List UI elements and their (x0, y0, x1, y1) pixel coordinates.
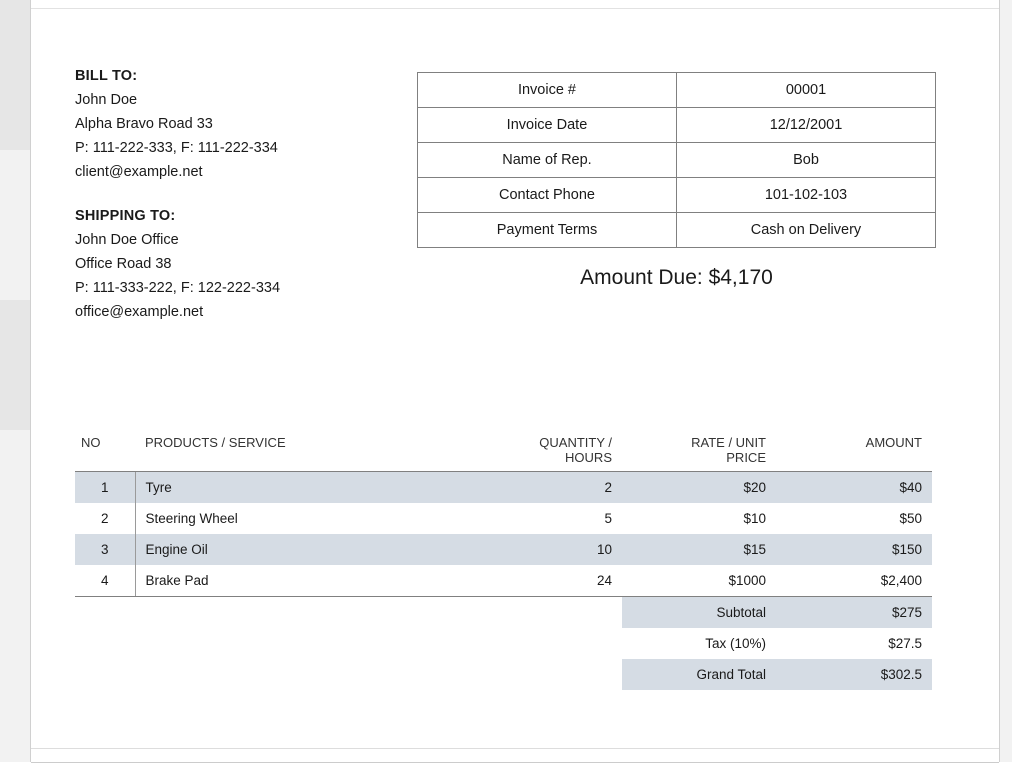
page-right-margin (999, 0, 1012, 762)
bill-to-line: P: 111-222-333, F: 111-222-334 (75, 140, 278, 156)
cell-amount: $150 (776, 534, 932, 565)
totals-spacer (452, 659, 622, 690)
meta-row (418, 143, 936, 178)
totals-row-subtotal (75, 597, 932, 629)
totals-spacer (452, 628, 622, 659)
meta-label: Invoice # (418, 73, 677, 108)
header-quantity (452, 432, 622, 472)
meta-label: Invoice Date (418, 108, 677, 143)
totals-spacer (75, 628, 135, 659)
header-description: PRODUCTS / SERVICE (135, 432, 452, 472)
meta-row (418, 178, 936, 213)
amount-due-text: Amount Due: $4,170 (580, 266, 773, 289)
header-no: NO (75, 432, 135, 472)
totals-spacer (75, 659, 135, 690)
meta-label: Name of Rep. (418, 143, 677, 178)
totals-value: $275 (776, 597, 932, 629)
totals-label: Subtotal (622, 597, 776, 629)
cell-description: Engine Oil (135, 534, 452, 565)
totals-label: Grand Total (622, 659, 776, 690)
shipping-to-block (75, 204, 280, 324)
line-items-header-row (75, 432, 932, 472)
shipping-to-line: Office Road 38 (75, 256, 172, 272)
cell-quantity: 2 (452, 472, 622, 504)
margin-shade-middle (0, 300, 30, 430)
totals-label: Tax (10%) (622, 628, 776, 659)
cell-rate: $10 (743, 511, 766, 526)
totals-spacer (135, 659, 452, 690)
totals-spacer (135, 597, 452, 629)
totals-value: $302.5 (776, 659, 932, 690)
cell-description: Tyre (135, 472, 452, 504)
bill-to-block (75, 64, 278, 184)
meta-value: 101-102-103 (676, 178, 935, 213)
table-row (75, 503, 932, 534)
table-row (75, 565, 932, 597)
totals-spacer (452, 597, 622, 629)
totals-value: $27.5 (776, 628, 932, 659)
sheet-top-divider (31, 8, 999, 9)
meta-row (418, 213, 936, 248)
meta-row (418, 108, 936, 143)
cell-quantity: 24 (452, 565, 622, 597)
cell-rate: $15 (622, 534, 776, 565)
header-quantity-line1: QUANTITY / (539, 435, 612, 450)
shipping-to-line: office@example.net (75, 304, 204, 320)
meta-value: Cash on Delivery (676, 213, 935, 248)
cell-amount: $40 (776, 472, 932, 504)
table-row (75, 472, 932, 504)
cell-amount: $2,400 (776, 565, 932, 597)
cell-no: 1 (75, 472, 135, 504)
header-quantity-line2: HOURS (565, 450, 612, 465)
cell-quantity: 5 (604, 511, 612, 526)
meta-label: Contact Phone (418, 178, 677, 213)
shipping-to-heading: SHIPPING TO: (75, 208, 176, 224)
bill-to-heading: BILL TO: (75, 68, 138, 84)
bill-to-line: client@example.net (75, 164, 203, 180)
page-left-margin (0, 0, 31, 762)
sheet-bottom-divider (31, 748, 999, 749)
invoice-meta-table (417, 72, 936, 248)
bill-to-line: John Doe (75, 92, 138, 108)
cell-amount: $50 (899, 511, 922, 526)
meta-value: Bob (676, 143, 935, 178)
bill-to-line: Alpha Bravo Road 33 (75, 116, 213, 132)
header-amount: AMOUNT (776, 432, 932, 472)
meta-value: 00001 (676, 73, 935, 108)
cell-no: 2 (75, 503, 135, 534)
line-items-table (75, 432, 932, 690)
cell-description: Brake Pad (135, 565, 452, 597)
shipping-to-line: P: 111-333-222, F: 122-222-334 (75, 280, 281, 296)
cell-no: 4 (75, 565, 135, 597)
margin-shade-top (0, 0, 30, 150)
meta-value: 12/12/2001 (676, 108, 935, 143)
totals-row-grand-total (75, 659, 932, 690)
table-row (75, 534, 932, 565)
meta-row (418, 73, 936, 108)
header-rate-line1: RATE / UNIT (691, 435, 766, 450)
shipping-to-line: John Doe Office (75, 232, 179, 248)
header-rate-line2: PRICE (726, 450, 766, 465)
cell-no: 3 (75, 534, 135, 565)
totals-spacer (75, 597, 135, 629)
totals-spacer (135, 628, 452, 659)
header-rate (622, 432, 776, 472)
cell-rate: $20 (622, 472, 776, 504)
meta-label: Payment Terms (418, 213, 677, 248)
cell-description: Steering Wheel (145, 511, 238, 526)
totals-row-tax (75, 628, 932, 659)
cell-quantity: 10 (452, 534, 622, 565)
cell-rate: $1000 (622, 565, 776, 597)
